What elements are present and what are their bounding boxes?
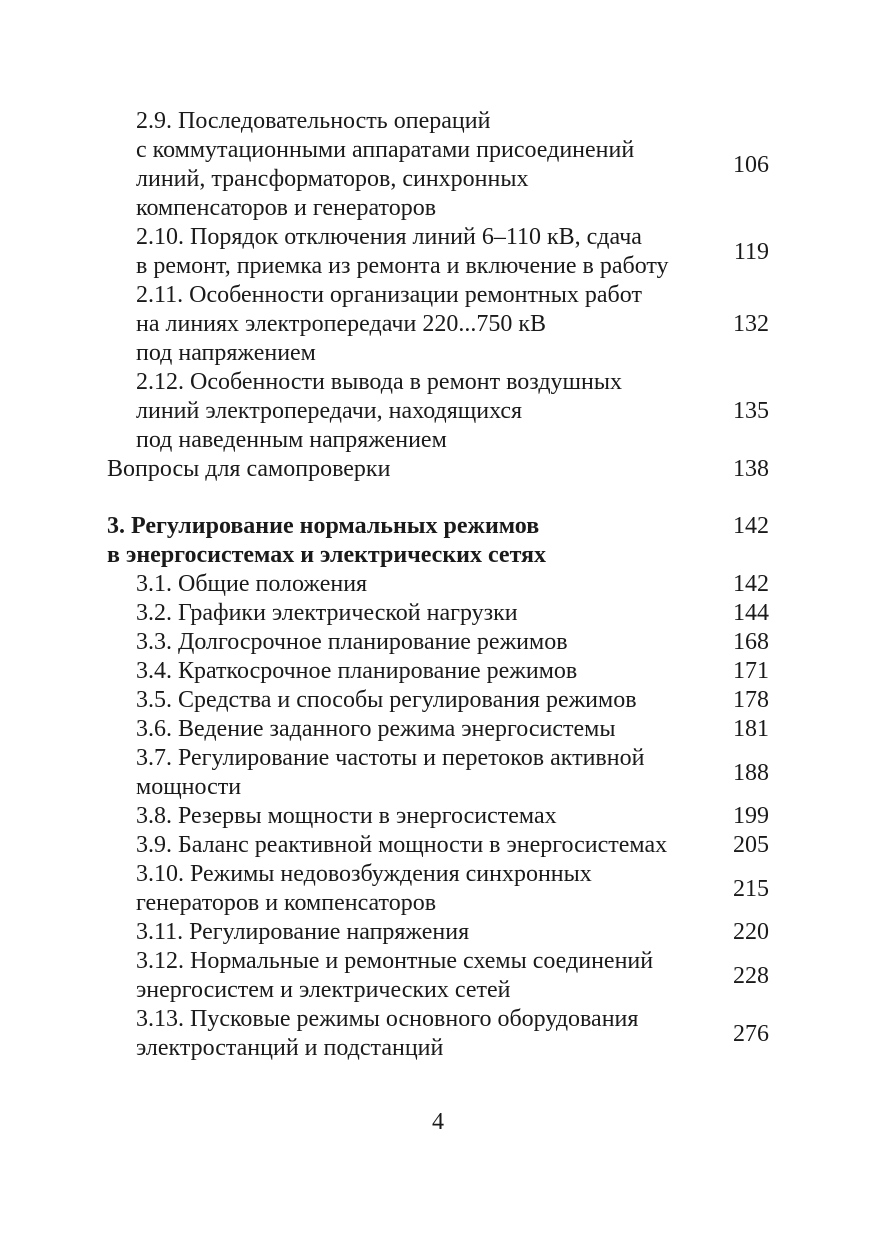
toc-entry-line: 3.5. Средства и способы регулирования режимов xyxy=(136,687,637,713)
toc-entry-line: с коммутационными аппаратами присоединений xyxy=(136,137,635,163)
toc-entry-page: 106 xyxy=(733,151,769,178)
toc-entry-title xyxy=(107,281,701,368)
toc-entry-2-9[interactable] xyxy=(107,107,769,223)
toc-entry-line: 3.13. Пусковые режимы основного оборудования xyxy=(136,1006,639,1032)
toc-entry-line: в энергосистемах и электрических сетях xyxy=(107,542,547,568)
toc-entry-line: 3.11. Регулирование напряжения xyxy=(136,919,470,945)
toc-entry-3-6[interactable] xyxy=(107,715,769,744)
toc-entry-title xyxy=(107,715,701,744)
toc-entry-line: 3.8. Резервы мощности в энергосистемах xyxy=(136,803,557,829)
toc-entry-line: 3.6. Ведение заданного режима энергосистемы xyxy=(136,716,616,742)
toc-entry-page: 178 xyxy=(733,687,769,713)
toc-entry-3-13[interactable] xyxy=(107,1005,769,1063)
toc-entry-title xyxy=(107,107,701,223)
toc-entry-line: электростанций и подстанций xyxy=(136,1035,444,1061)
toc-entry-self-check[interactable] xyxy=(107,455,769,484)
toc-entry-3-3[interactable] xyxy=(107,628,769,657)
toc-chapter-title xyxy=(107,512,701,570)
toc-entry-line: 3.3. Долгосрочное планирование режимов xyxy=(136,629,568,655)
toc-entry-page: 138 xyxy=(733,456,769,482)
toc-entry-page: 276 xyxy=(733,1020,769,1047)
toc-entry-title xyxy=(107,947,701,1005)
toc-entry-title xyxy=(107,918,701,947)
toc-entry-page: 135 xyxy=(733,398,769,424)
toc-entry-3-1[interactable] xyxy=(107,570,769,599)
toc-entry-title xyxy=(107,860,701,918)
toc-entry-title xyxy=(107,744,701,802)
toc-entry-3-2[interactable] xyxy=(107,599,769,628)
toc-entry-2-10[interactable] xyxy=(107,223,769,281)
toc-entry-3-8[interactable] xyxy=(107,802,769,831)
toc-entry-line: Вопросы для самопроверки xyxy=(107,456,391,482)
toc-chapter-3[interactable] xyxy=(107,512,769,570)
toc-entry-page: 168 xyxy=(733,629,769,655)
toc-entry-title xyxy=(107,802,701,831)
toc-entry-page: 132 xyxy=(733,311,769,337)
page-number: 4 xyxy=(432,1109,444,1135)
toc-entry-page: 171 xyxy=(733,658,769,684)
toc-entry-page: 215 xyxy=(733,875,769,902)
toc-entry-title xyxy=(107,455,701,484)
toc-entry-page: 220 xyxy=(733,919,769,945)
toc-entry-3-9[interactable] xyxy=(107,831,769,860)
toc-entry-line: 3.4. Краткосрочное планирование режимов xyxy=(136,658,578,684)
toc-entry-line: мощности xyxy=(136,774,242,800)
toc-entry-title xyxy=(107,1005,701,1063)
toc-entry-line: 3.10. Режимы недовозбуждения синхронных xyxy=(136,861,592,887)
toc-entry-3-4[interactable] xyxy=(107,657,769,686)
toc-entry-2-11[interactable] xyxy=(107,281,769,368)
toc-entry-title xyxy=(107,628,701,657)
toc-entry-3-5[interactable] xyxy=(107,686,769,715)
toc-entry-line: под наведенным напряжением xyxy=(136,427,447,453)
toc-entry-line: компенсаторов и генераторов xyxy=(136,195,437,221)
toc-entry-title xyxy=(107,831,701,860)
toc-entry-title xyxy=(107,657,701,686)
toc-entry-title xyxy=(107,223,701,281)
toc-entry-line: 3. Регулирование нормальных режимов xyxy=(107,513,540,539)
toc-entry-page: 228 xyxy=(733,962,769,989)
toc-entry-3-12[interactable] xyxy=(107,947,769,1005)
toc-entry-line: линий, трансформаторов, синхронных xyxy=(136,166,529,192)
toc-entry-line: 3.7. Регулирование частоты и перетоков активной xyxy=(136,745,645,771)
toc-entry-title xyxy=(107,686,701,715)
toc-entry-line: 3.12. Нормальные и ремонтные схемы соединений xyxy=(136,948,654,974)
toc-entry-title xyxy=(107,570,701,599)
toc-entry-page: 119 xyxy=(733,238,769,265)
toc-entry-page: 188 xyxy=(733,759,769,786)
toc-entry-3-7[interactable] xyxy=(107,744,769,802)
toc-entry-title xyxy=(107,599,701,628)
toc-entry-title xyxy=(107,368,701,455)
toc-entry-3-11[interactable] xyxy=(107,918,769,947)
toc-entry-page: 181 xyxy=(733,716,769,742)
section-gap xyxy=(107,484,769,512)
toc-entry-line: под напряжением xyxy=(136,340,316,366)
toc-entry-line: на линиях электропередачи 220...750 кВ xyxy=(136,311,546,337)
toc-entry-line: энергосистем и электрических сетей xyxy=(136,977,511,1003)
toc-entry-page: 144 xyxy=(733,600,769,626)
toc-entry-line: 2.9. Последовательность операций xyxy=(136,108,491,134)
toc-entry-line: 3.2. Графики электрической нагрузки xyxy=(136,600,518,626)
toc-entry-line: в ремонт, приемка из ремонта и включение в работу xyxy=(136,253,669,279)
toc-entry-line: линий электропередачи, находящихся xyxy=(136,398,523,424)
toc-entry-line: 3.9. Баланс реактивной мощности в энергосистемах xyxy=(136,832,668,858)
toc-entry-line: 2.10. Порядок отключения линий 6–110 кВ, сдача xyxy=(136,224,642,250)
toc-entry-line: генераторов и компенсаторов xyxy=(136,890,437,916)
table-of-contents xyxy=(107,107,769,1063)
toc-entry-2-12[interactable] xyxy=(107,368,769,455)
toc-entry-3-10[interactable] xyxy=(107,860,769,918)
toc-entry-page: 199 xyxy=(733,803,769,829)
toc-entry-page: 205 xyxy=(733,832,769,858)
toc-entry-page: 142 xyxy=(733,571,769,597)
toc-entry-page: 142 xyxy=(733,513,769,539)
toc-entry-line: 2.11. Особенности организации ремонтных работ xyxy=(136,282,642,308)
toc-entry-line: 2.12. Особенности вывода в ремонт воздушных xyxy=(136,369,622,395)
toc-entry-line: 3.1. Общие положения xyxy=(136,571,368,597)
